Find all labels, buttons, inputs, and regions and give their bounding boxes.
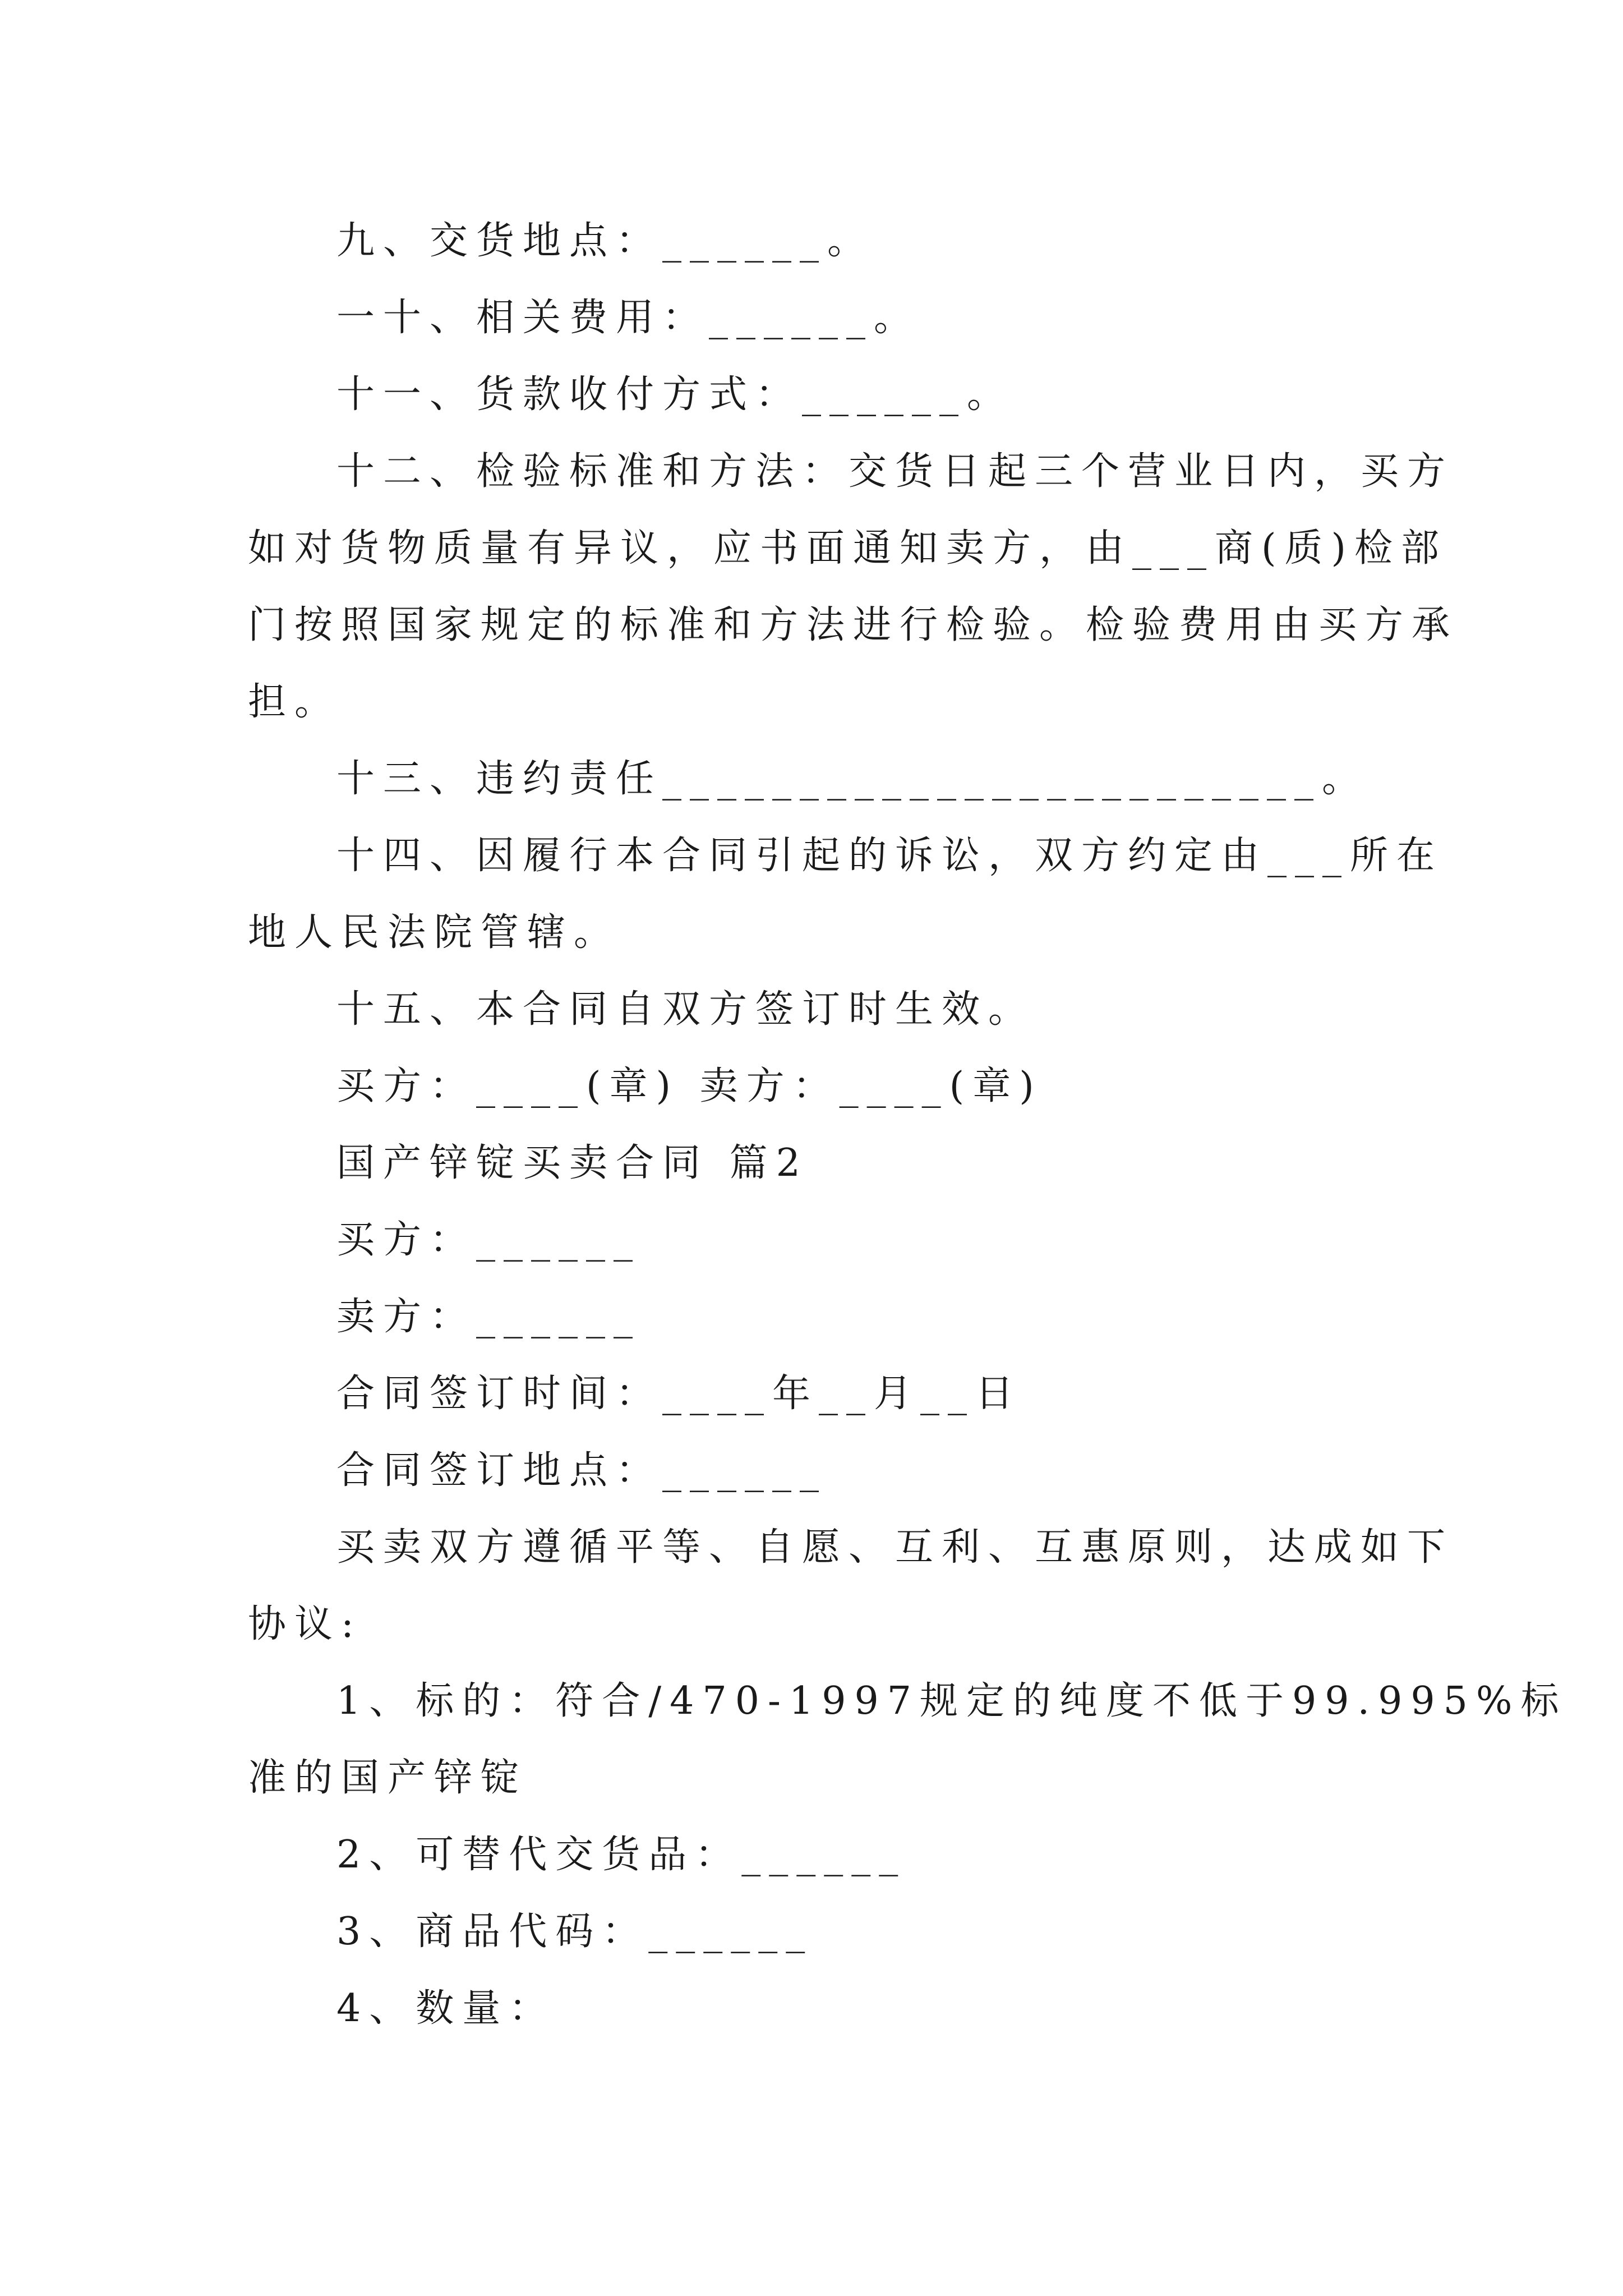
clause-11-payment-method: 十一、货款收付方式：______。 bbox=[336, 372, 1014, 417]
signature-line: 买方：____(章) 卖方：____(章) bbox=[336, 1064, 1043, 1108]
item-2-substitute-goods: 2、可替代交货品：______ bbox=[336, 1833, 907, 1877]
item-1-subject-line-1: 1、标的：符合/470-1997规定的纯度不低于99.995%标 bbox=[336, 1679, 1567, 1723]
item-4-quantity: 4、数量： bbox=[336, 1986, 556, 2031]
section-heading-part-2: 国产锌锭买卖合同 篇2 bbox=[336, 1141, 809, 1185]
clause-12-inspection-line-1: 十二、检验标准和方法：交货日起三个营业日内，买方 bbox=[336, 449, 1454, 494]
clause-12-inspection-line-4: 担。 bbox=[248, 680, 342, 724]
signing-date-field: 合同签订时间：____年__月__日 bbox=[336, 1372, 1022, 1416]
signing-place-field: 合同签订地点：______ bbox=[336, 1448, 828, 1493]
seller-field: 卖方：______ bbox=[336, 1295, 642, 1339]
clause-9-delivery-place: 九、交货地点：______。 bbox=[336, 219, 874, 263]
clause-13-liability: 十三、违约责任________________________。 bbox=[336, 757, 1369, 801]
agreement-preamble-line-1: 买卖双方遵循平等、自愿、互利、互惠原则，达成如下 bbox=[336, 1525, 1454, 1570]
item-1-subject-line-2: 准的国产锌锭 bbox=[248, 1756, 528, 1800]
agreement-preamble-line-2: 协议: bbox=[248, 1602, 362, 1646]
item-3-commodity-code: 3、商品代码：______ bbox=[336, 1910, 814, 1954]
clause-10-related-fees: 一十、相关费用：______。 bbox=[336, 296, 921, 340]
clause-12-inspection-line-3: 门按照国家规定的标准和方法进行检验。检验费用由买方承 bbox=[248, 603, 1459, 647]
buyer-field: 买方：______ bbox=[336, 1218, 642, 1262]
clause-14-litigation-line-1: 十四、因履行本合同引起的诉讼，双方约定由___所在 bbox=[336, 834, 1444, 878]
clause-12-inspection-line-2: 如对货物质量有异议，应书面通知卖方，由___商(质)检部 bbox=[248, 526, 1448, 570]
clause-15-effective: 十五、本合同自双方签订时生效。 bbox=[336, 987, 1035, 1032]
clause-14-litigation-line-2: 地人民法院管辖。 bbox=[248, 910, 621, 955]
